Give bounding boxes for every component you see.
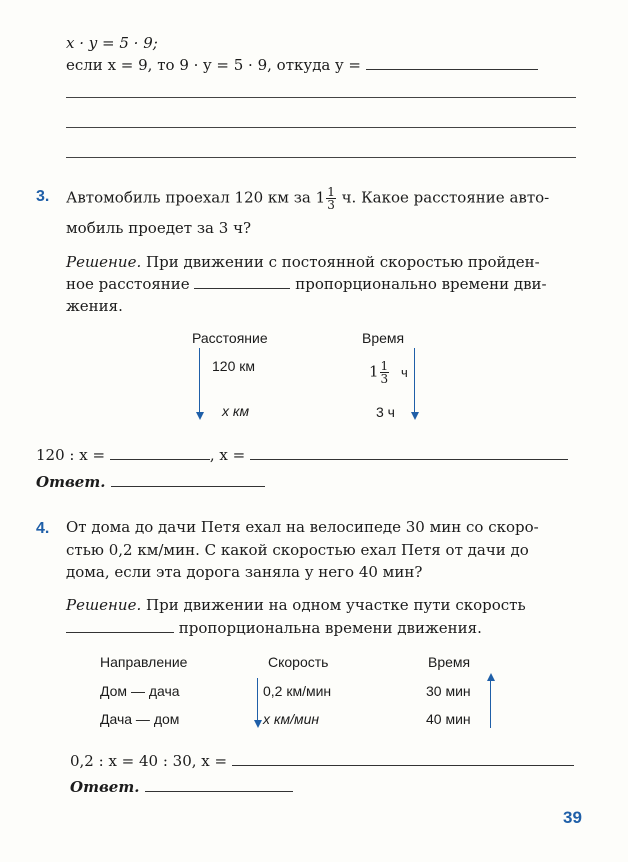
top-line-2	[66, 56, 538, 74]
task-3-answer-blank[interactable]	[111, 474, 265, 487]
top-line-1: x · y = 5 · 9;	[66, 34, 158, 52]
task-3-time-arrow-head	[411, 412, 419, 420]
task-4-row-1-speed: 0,2 км/мин	[263, 683, 332, 699]
task-3-time-1-whole: 1	[369, 362, 379, 381]
task-4-answer-label: Ответ.	[70, 778, 140, 796]
task-3-fraction	[326, 186, 336, 211]
task-4-solution-text-2: пропорциональна времени движения.	[178, 619, 482, 637]
writing-line-1[interactable]	[66, 97, 576, 98]
task-3-text-b: ч. Какое расстояние авто-	[341, 188, 550, 207]
task-3-solution-line-1	[66, 253, 540, 271]
task-4-row-2-time: 40 мин	[426, 711, 471, 727]
task-3-text-line-1	[66, 186, 549, 211]
task-3-solution-blank[interactable]	[194, 276, 290, 289]
task-3-frac-den: 3	[327, 198, 335, 212]
task-4-row-2-speed: x км/мин	[263, 711, 320, 727]
task-4-answer-blank[interactable]	[145, 779, 293, 792]
task-4-equation	[70, 752, 574, 770]
task-4-equation-blank[interactable]	[232, 753, 574, 766]
task-3-time-1-unit: ч	[400, 364, 408, 380]
task-4-time-arrow-head	[487, 673, 495, 681]
top-answer-blank[interactable]	[366, 57, 538, 70]
task-3-solution-text-2a: ное расстояние	[66, 275, 190, 293]
task-3-answer	[36, 473, 265, 491]
task-4-speed-arrow	[257, 678, 258, 722]
task-4-solution-line-1	[66, 596, 526, 614]
task-4-row-1-direction: Дом — дача	[100, 683, 180, 699]
task-3-solution-text-1: При движении с постоянной скоростью пройден-	[146, 253, 540, 271]
task-4-header-speed: Скорость	[268, 654, 329, 670]
writing-line-2[interactable]	[66, 127, 576, 128]
task-3-equation-b: , x =	[209, 446, 246, 464]
task-3-answer-label: Ответ.	[36, 473, 106, 491]
task-4-row-2-direction: Дача — дом	[100, 711, 180, 727]
task-3-distance-arrow-head	[196, 412, 204, 420]
task-4-answer	[70, 778, 293, 796]
task-4-text-line-2: стью 0,2 км/мин. С какой скоростью ехал Петя от дачи до	[66, 541, 529, 559]
task-3-time-1-num: 1	[380, 359, 389, 373]
task-3-time-1-fraction	[380, 360, 390, 385]
top-line-2-text: если x = 9, то 9 · y = 5 · 9, откуда y =	[66, 56, 361, 74]
task-3-equation	[36, 446, 568, 464]
task-4-equation-text: 0,2 : x = 40 : 30, x =	[70, 752, 228, 770]
task-4-text-line-3: дома, если эта дорога заняла у него 40 мин?	[66, 563, 423, 581]
task-3-time-arrow	[414, 348, 415, 414]
task-4-solution-blank[interactable]	[66, 620, 174, 633]
task-3-col-header-distance: Расстояние	[192, 330, 268, 346]
task-3-solution-line-3: жения.	[66, 297, 123, 315]
task-4-time-arrow	[490, 680, 491, 728]
task-4-header-time: Время	[428, 654, 471, 670]
task-3-frac-num: 1	[327, 185, 335, 199]
task-4-solution-text-1: При движении на одном участке пути скорость	[146, 596, 526, 614]
page-number: 39	[563, 808, 582, 827]
task-3-dist-2: x км	[222, 403, 250, 419]
writing-line-3[interactable]	[66, 157, 576, 158]
task-4-text-line-1: От дома до дачи Петя ехал на велосипеде 30 мин со скоро-	[66, 518, 539, 536]
task-4-header-direction: Направление	[100, 654, 188, 670]
task-3-text-line-2: мобиль проедет за 3 ч?	[66, 219, 252, 237]
task-3-time-1-den: 3	[380, 372, 389, 386]
task-3-distance-arrow	[199, 348, 200, 414]
task-3-solution-line-2	[66, 275, 547, 293]
task-3-text-a: Автомобиль проехал 120 км за 1	[66, 188, 326, 207]
task-4-solution-line-2	[66, 619, 482, 637]
task-3-time-2: 3 ч	[376, 404, 395, 420]
task-3-col-header-time: Время	[362, 330, 405, 346]
task-4-speed-arrow-head	[254, 720, 262, 728]
task-3-solution-label: Решение.	[66, 253, 142, 271]
task-3-number: 3.	[36, 188, 50, 205]
task-4-solution-label: Решение.	[66, 596, 142, 614]
task-3-time-1	[369, 360, 408, 385]
task-4-number: 4.	[36, 520, 50, 537]
task-4-row-1-time: 30 мин	[426, 683, 471, 699]
task-3-solution-text-2b: пропорционально времени дви-	[295, 275, 547, 293]
task-3-equation-blank-2[interactable]	[250, 447, 568, 460]
task-3-equation-a: 120 : x =	[36, 446, 106, 464]
task-3-equation-blank-1[interactable]	[110, 447, 210, 460]
task-3-dist-1: 120 км	[212, 358, 255, 374]
